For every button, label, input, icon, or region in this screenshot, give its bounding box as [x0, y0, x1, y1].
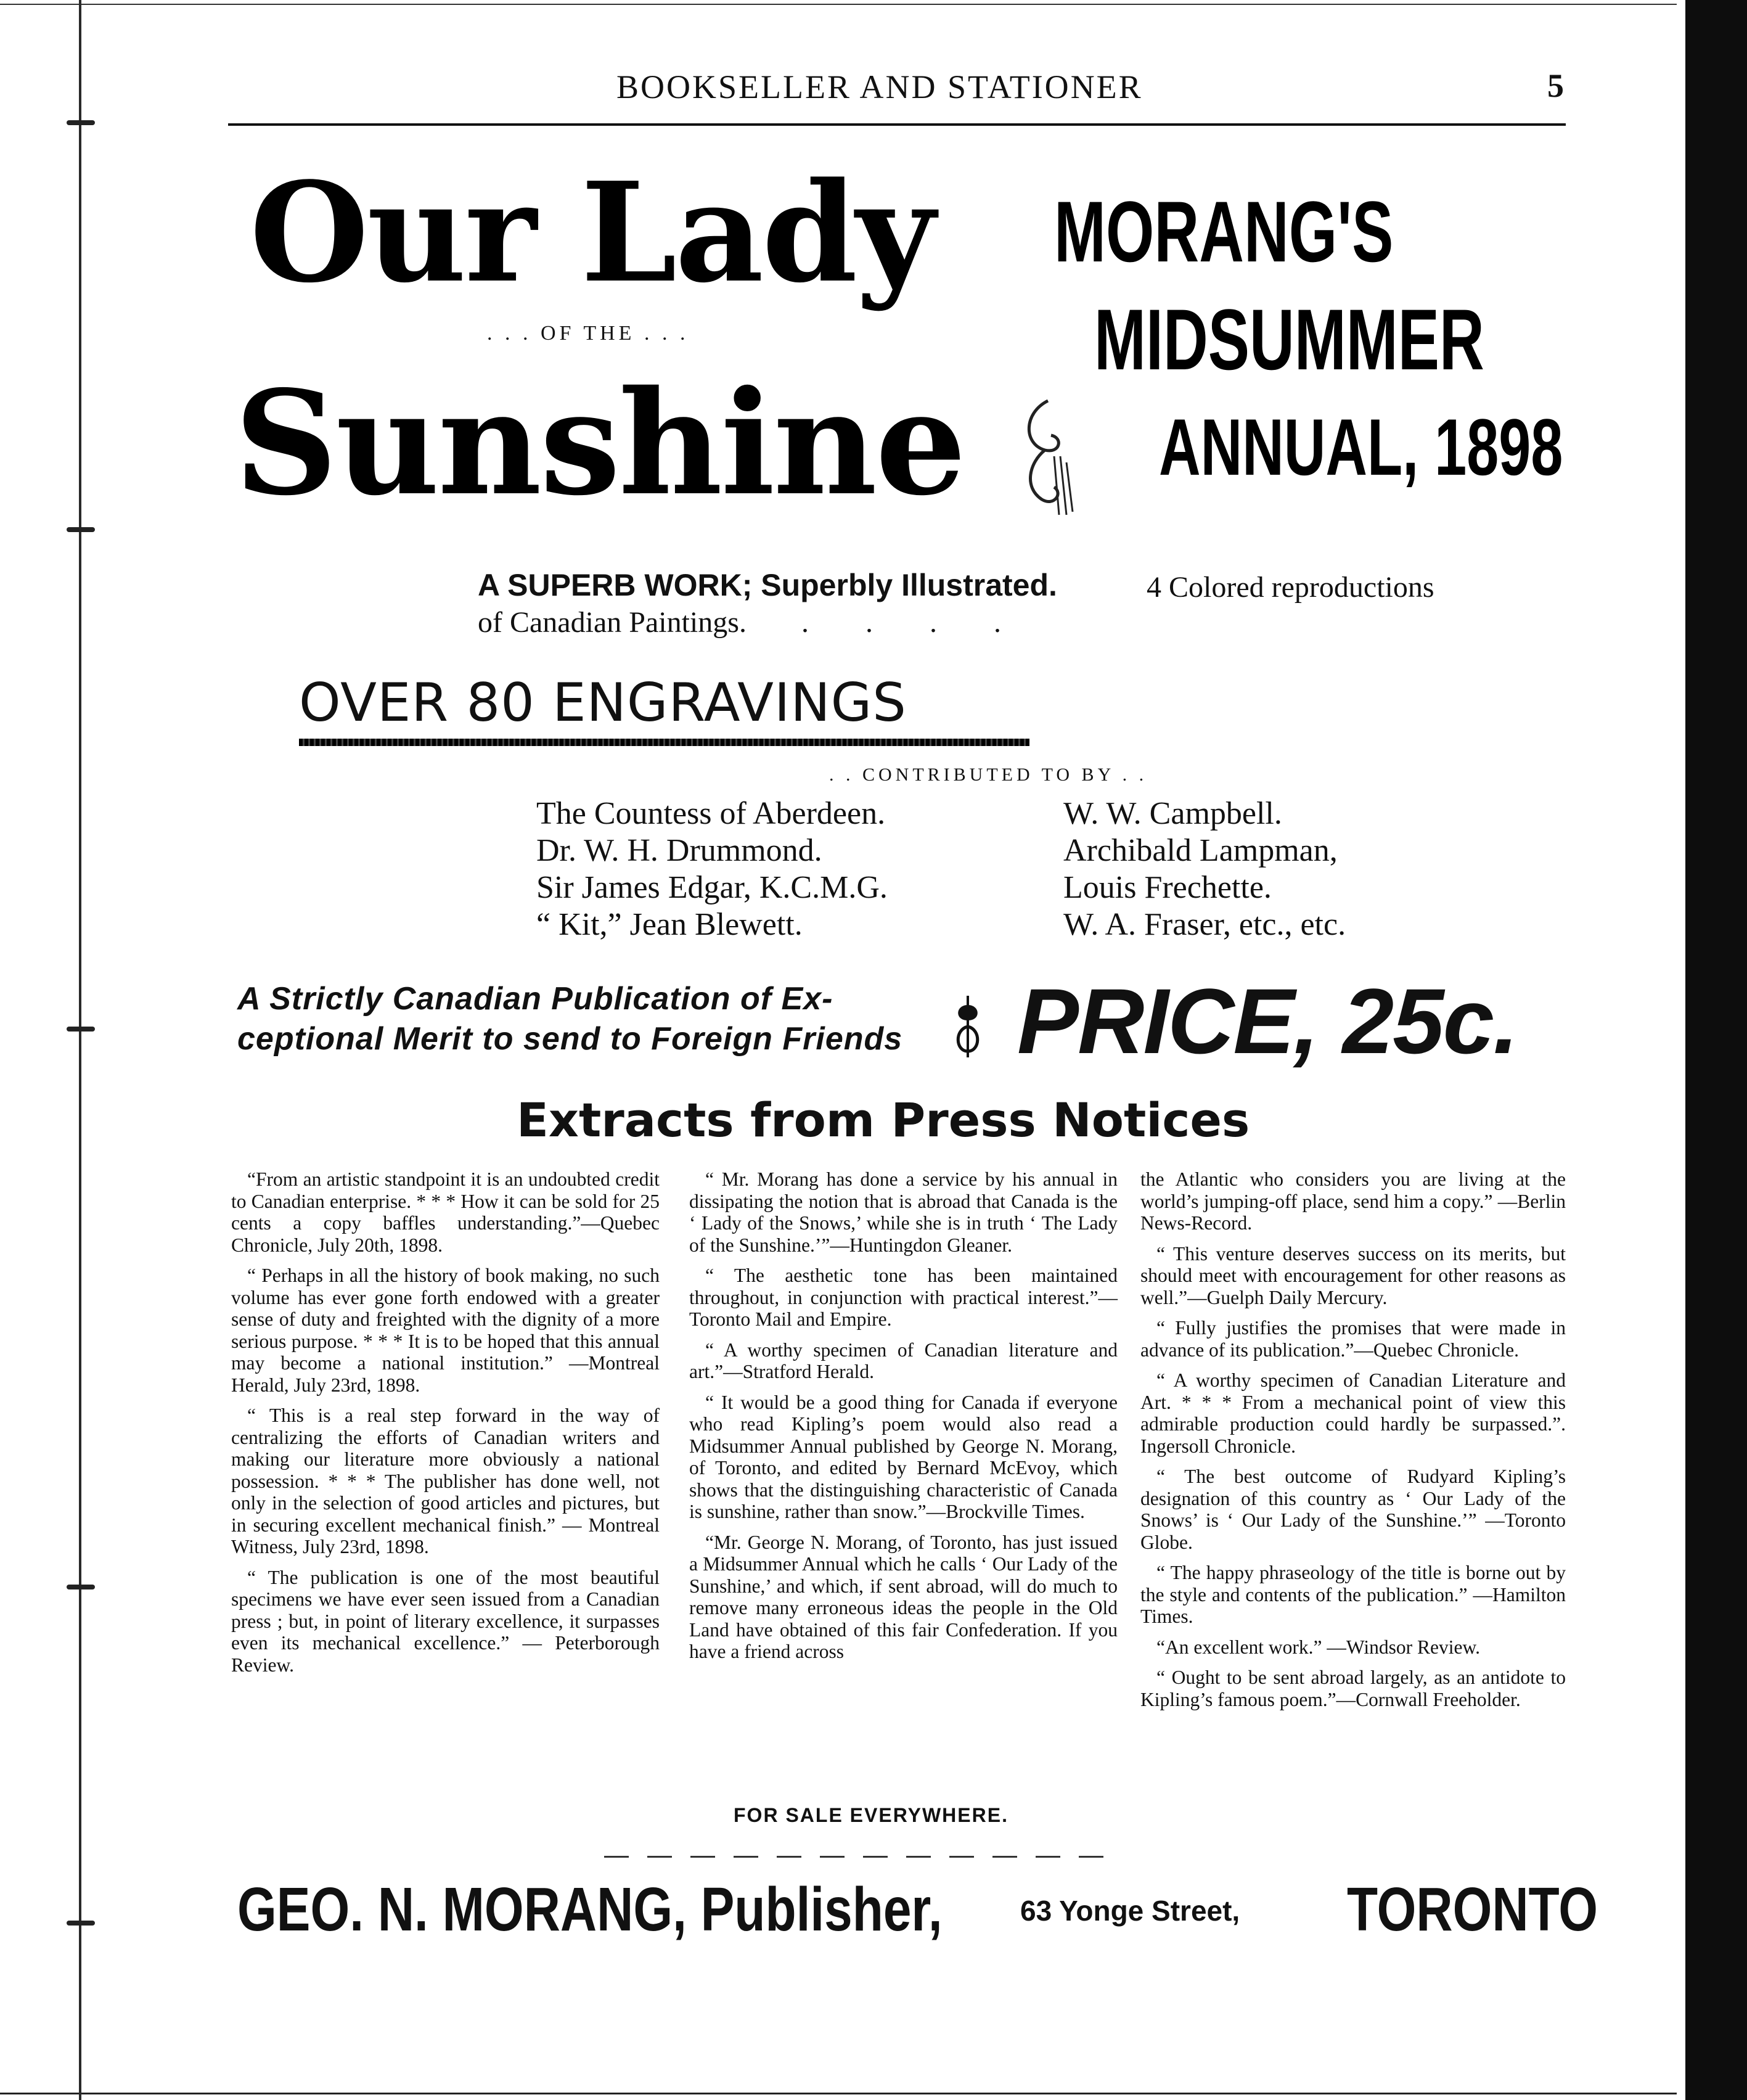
footer-city: TORONTO [1347, 1875, 1598, 1944]
contributors-right [1063, 795, 1346, 943]
annual-morangs: MORANG'S [1054, 183, 1394, 280]
price: PRICE, 25c. [1017, 969, 1518, 1073]
title-our-lady: Our Lady [250, 153, 934, 313]
binding-tick [67, 527, 95, 532]
binding-tick [67, 120, 95, 125]
strictly-canadian-line2: ceptional Merit to send to Foreign Friends [237, 1021, 903, 1057]
strictly-canadian-line1: A Strictly Canadian Publication of Ex- [237, 981, 833, 1017]
press-notice: “ The aesthetic tone has been maintained throughout, in conjunction with practical interest.”—Toronto Mail and Empire. [689, 1265, 1118, 1330]
binding-tick [67, 1585, 95, 1589]
running-head-title: BOOKSELLER AND STATIONER [616, 68, 1143, 105]
top-scan-rule [0, 4, 1677, 5]
press-notice: “ Ought to be sent abroad largely, as an antidote to Kipling’s famous poem.”—Cornwall Freeholder. [1140, 1667, 1566, 1710]
title-sunshine: Sunshine [234, 359, 965, 527]
contributor: W. W. Campbell. [1063, 796, 1282, 831]
dashed-rule [604, 1856, 1116, 1858]
fleuron-ornament-icon [949, 993, 986, 1063]
title-of-the: . . . OF THE . . . [487, 322, 689, 345]
press-notice: “ It would be a good thing for Canada if everyone who read Kipling’s poem would also read a Midsummer Annual published by George N. Morang, of Toronto, and edited by Bernard McEvoy, which shows that the distinguishing characteristic of Canada is sunshine, rather than snow.”—Brockville Times. [689, 1391, 1118, 1522]
contributor: Archibald Lampman, [1063, 833, 1338, 868]
press-notice: “ The happy phraseology of the title is borne out by the style and contents of the publication.” —Hamilton Times. [1140, 1562, 1566, 1627]
press-notice: “ The best outcome of Rudyard Kipling’s designation of this country as ‘ Our Lady of the Snows’ is ‘ Our Lady of the Sunshine.’” —Toronto Globe. [1140, 1466, 1566, 1553]
contributor: Sir James Edgar, K.C.M.G. [536, 870, 888, 905]
contributor: Dr. W. H. Drummond. [536, 833, 822, 868]
engravings-rule [299, 739, 1029, 746]
press-notice: “ A worthy specimen of Canadian literature and art.”—Stratford Herald. [689, 1339, 1118, 1382]
press-notice: the Atlantic who considers you are living at the world’s jumping-off place, send him a copy.” —Berlin News-Record. [1140, 1168, 1566, 1234]
press-notice: “ This venture deserves success on its merits, but should meet with encouragement for other reasons as well.”—Guelph Daily Mercury. [1140, 1242, 1566, 1308]
annual-midsummer: MIDSUMMER [1094, 291, 1484, 388]
press-notices-heading: Extracts from Press Notices [517, 1093, 1250, 1147]
contributor: W. A. Fraser, etc., etc. [1063, 907, 1346, 942]
press-notice: “ Perhaps in all the history of book making, no such volume has ever gone forth endowed with a greater sense of duty and freighted with the dignity of a more serious purpose. * * * It is to be hoped that this annual may become a national institution.” —Montreal Herald, July 23rd, 1898. [231, 1265, 660, 1396]
annual-1898: ANNUAL, 1898 [1159, 402, 1563, 492]
press-notice: “ Mr. Morang has done a service by his annual in dissipating the notion that is abroad that Canada is the ‘ Lady of the Snows,’ while she is in truth ‘ The Lady of the Sunshine.’”—Huntingdon Gleaner. [689, 1168, 1118, 1256]
bottom-scan-rule [0, 2093, 1677, 2094]
contributor: The Countess of Aberdeen. [536, 796, 886, 831]
header-rule [228, 123, 1566, 126]
press-column-1 [231, 1168, 660, 1684]
press-column-3 [1140, 1168, 1566, 1719]
flourish-ornament-icon [1011, 395, 1085, 520]
contributors-left [536, 795, 888, 943]
footer-publisher: GEO. N. MORANG, Publisher, [237, 1875, 943, 1944]
press-notice: “ The publication is one of the most beautiful specimens we have ever seen issued from a Canadian press ; but, in point of literary excellence, it surpasses even its mechanical excellence.” — Peterborough Review. [231, 1566, 660, 1676]
contributed-by: . . CONTRIBUTED TO BY . . [829, 765, 1148, 785]
press-notice: “An excellent work.” —Windsor Review. [1156, 1636, 1481, 1658]
press-notice: “Mr. George N. Morang, of Toronto, has just issued a Midsummer Annual which he calls ‘ Our Lady of the Sunshine,’ and which, if sent abroad, will do much to remove many erroneous ideas the people in the Old Land have obtained of this fair Confederation. If you have a friend across [689, 1531, 1118, 1662]
leader-dots: . . . . [801, 606, 1026, 639]
engravings-heading: OVER 80 ENGRAVINGS [299, 672, 907, 734]
canadian-paintings: of Canadian Paintings. [478, 606, 747, 639]
press-notice: “ Fully justifies the promises that were made in advance of its publication.”—Quebec Chronicle. [1140, 1317, 1566, 1361]
binding-margin-line [79, 0, 81, 2100]
press-notice: “From an artistic standpoint it is an undoubted credit to Canadian enterprise. * * * How it can be sold for 25 cents a copy baffles understanding.”—Quebec Chronicle, July 20th, 1898. [231, 1168, 660, 1256]
binding-tick [67, 1027, 95, 1032]
contributor: Louis Frechette. [1063, 870, 1272, 905]
binding-tick [67, 1921, 95, 1926]
scan-dark-edge [1685, 0, 1747, 2100]
superb-work-line: A SUPERB WORK; Superbly Illustrated. [478, 568, 1057, 602]
press-notice: “ A worthy specimen of Canadian Literature and Art. * * * From a mechanical point of view this admirable production could hardly be surpassed.”. Ingersoll Chronicle. [1140, 1369, 1566, 1457]
contributor: “ Kit,” Jean Blewett. [536, 907, 803, 942]
for-sale-everywhere: FOR SALE EVERYWHERE. [734, 1804, 1009, 1826]
footer-street: 63 Yonge Street, [1020, 1895, 1240, 1927]
press-notice: “ This is a real step forward in the way of centralizing the efforts of Canadian writers and making our literature more obviously a national possession. * * * The publisher has done well, not only in the selection of good articles and pictures, but in securing excellent mechanical finish.” — Montreal Witness, July 23rd, 1898. [231, 1405, 660, 1557]
page-number: 5 [1547, 67, 1564, 104]
colored-reproductions: 4 Colored reproductions [1147, 571, 1434, 604]
press-column-2 [689, 1168, 1118, 1671]
